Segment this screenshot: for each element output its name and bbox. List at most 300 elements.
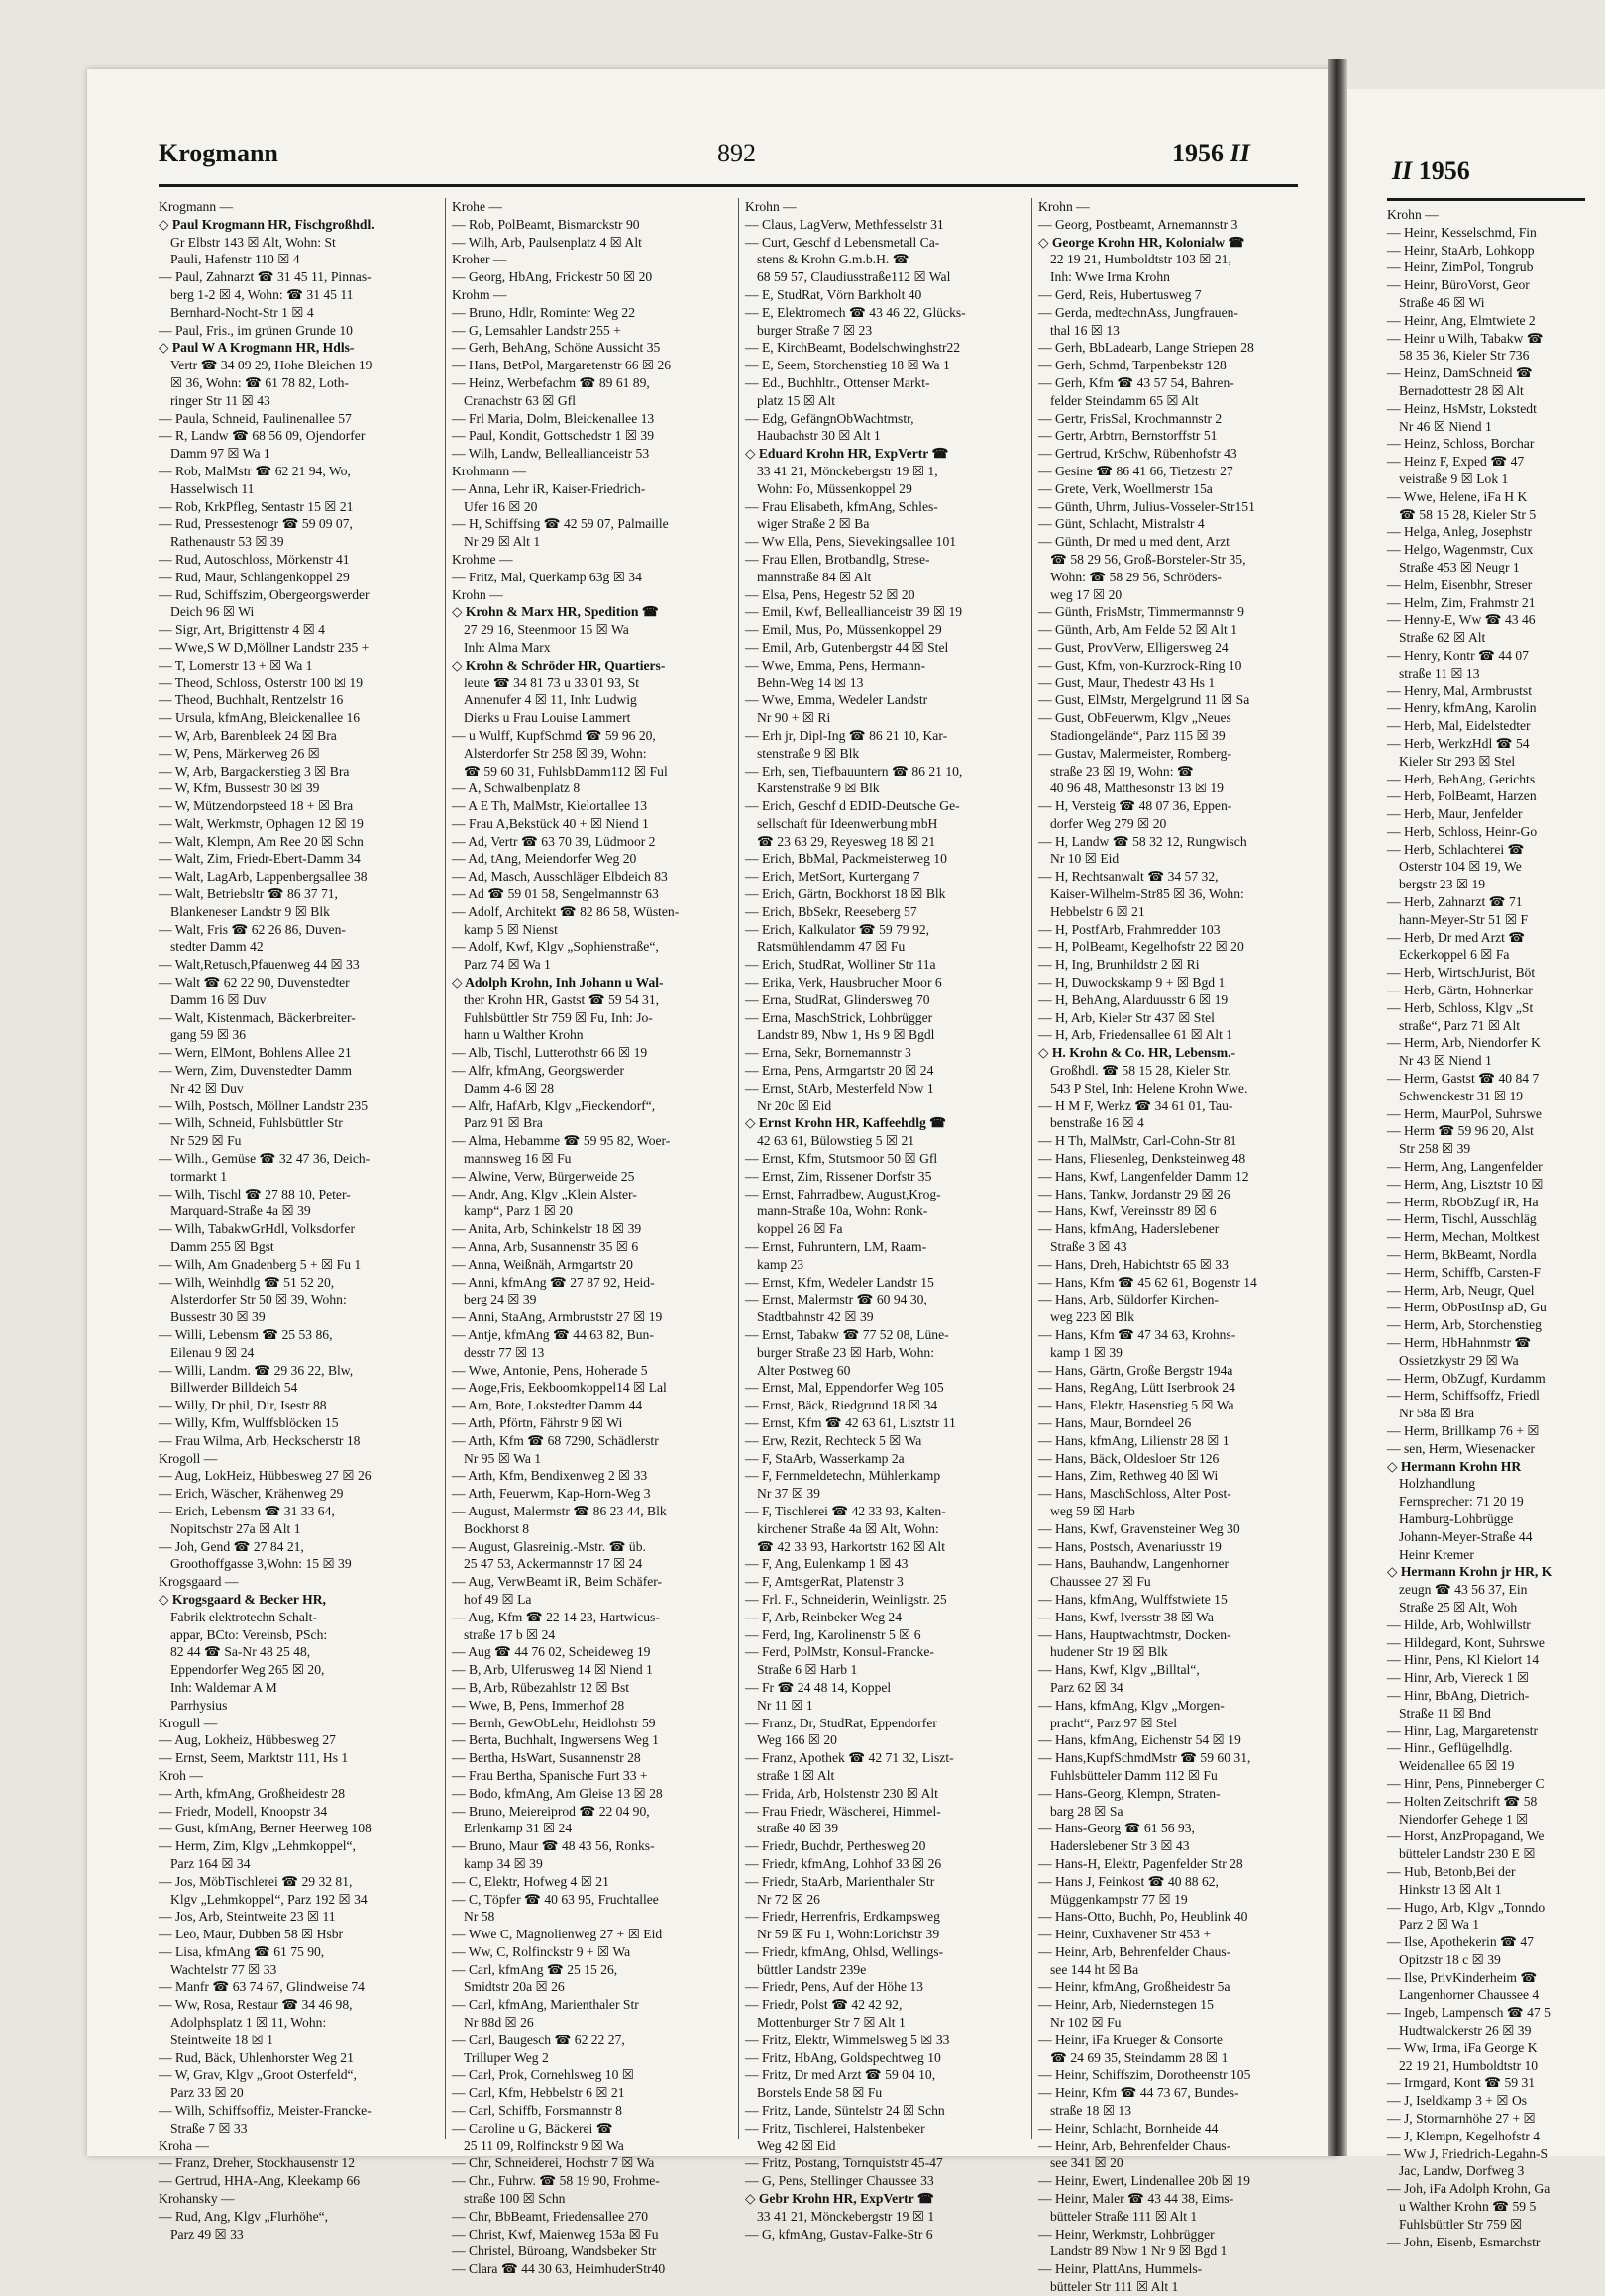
- directory-entry-line: Damm 4-6 ☒ 28: [464, 1080, 555, 1096]
- directory-entry-line: — Ad, Vertr ☎ 63 70 39, Lüdmoor 2: [452, 833, 656, 849]
- directory-entry-line: — Herb, Schloss, Heinr-Go: [1387, 823, 1538, 839]
- directory-entry-line: — Hinr, Arb, Viereck 1 ☒: [1387, 1670, 1530, 1686]
- directory-entry-line: — Carl, Baugesch ☎ 62 22 27,: [452, 2032, 625, 2047]
- directory-entry-line: — Helgo, Wagenmstr, Cux: [1387, 542, 1534, 558]
- directory-entry-line: straße 40 ☒ 39: [757, 1821, 839, 1836]
- directory-entry-line: Schwenckestr 31 ☒ 19: [1399, 1088, 1524, 1103]
- directory-entry-line: — J, Iseldkamp 3 + ☒ Os: [1387, 2093, 1528, 2109]
- directory-entry-line: — Ilse, PrivKinderheim ☎: [1387, 1969, 1538, 1985]
- directory-entry-line: — Theod, Buchhalt, Rentzelstr 16: [159, 692, 344, 708]
- directory-entry-line: Nr 90 + ☒ Ri: [757, 710, 831, 726]
- directory-entry-line: — Herm, Mechan, Moltkest: [1387, 1229, 1540, 1245]
- directory-entry-line: — Gerda, medtechnAss, Jungfrauen-: [1038, 304, 1238, 320]
- directory-entry-line: Bockhorst 8: [464, 1520, 530, 1536]
- directory-entry-line: ◇ Ernst Krohn HR, Kaffeehdlg ☎: [745, 1115, 947, 1131]
- directory-entry-line: — Aug, Kfm ☎ 22 14 23, Hartwicus-: [452, 1609, 660, 1624]
- directory-entry-line: — Arth, Kfm, Bendixenweg 2 ☒ 33: [452, 1468, 648, 1484]
- directory-entry-line: Holzhandlung: [1399, 1476, 1476, 1492]
- directory-entry-line: ◇ George Krohn HR, Kolonialw ☎: [1038, 234, 1245, 250]
- directory-entry-line: sellschaft für Ideenwerbung mbH: [757, 815, 938, 831]
- right-volume: II: [1392, 157, 1413, 185]
- directory-entry-line: — Erna, MaschStrick, Lohbrügger: [745, 1009, 933, 1025]
- directory-entry-line: Straße 7 ☒ 33: [170, 2120, 248, 2136]
- directory-entry-line: — Carl, Kfm, Hebbelstr 6 ☒ 21: [452, 2085, 625, 2101]
- directory-entry-line: — H, PolBeamt, Kegelhofstr 22 ☒ 20: [1038, 939, 1244, 955]
- directory-entry-line: 27 29 16, Steenmoor 15 ☒ Wa: [464, 622, 629, 638]
- directory-entry-line: Straße 25 ☒ Alt, Woh: [1399, 1599, 1518, 1615]
- directory-entry-line: — Anna, Arb, Susannenstr 35 ☒ 6: [452, 1239, 639, 1255]
- directory-entry-line: Mottenburger Str 7 ☒ Alt 1: [757, 2015, 906, 2031]
- directory-entry-line: — Ad, tAng, Meiendorfer Weg 20: [452, 851, 637, 867]
- directory-entry-line: — H, BehAng, Alarduusstr 6 ☒ 19: [1038, 991, 1229, 1007]
- directory-entry-line: Stadiongelände“, Parz 115 ☒ 39: [1050, 727, 1226, 743]
- directory-entry-line: — G, Lemsahler Landstr 255 +: [452, 322, 621, 338]
- directory-entry-line: Nr 42 ☒ Duv: [170, 1080, 244, 1096]
- directory-entry-line: — August, Glasreinig.-Mstr. ☎ üb.: [452, 1538, 646, 1554]
- directory-entry-line: — Manfr ☎ 63 74 67, Glindweise 74: [159, 1979, 365, 1995]
- directory-entry-line: — Hans, kfmAng, Haderslebener: [1038, 1221, 1220, 1237]
- directory-entry-line: Krogsgaard —: [159, 1574, 239, 1590]
- directory-entry-line: Bernhard-Nocht-Str 1 ☒ 4: [170, 304, 314, 320]
- header-rule: [159, 184, 1298, 187]
- directory-entry-line: Ufer 16 ☒ 20: [464, 498, 538, 514]
- directory-entry-line: — Hans, kfmAng, Wulffstwiete 15: [1038, 1591, 1228, 1607]
- directory-entry-line: — Helm, Zim, Frahmstr 21: [1387, 594, 1536, 610]
- directory-entry-line: Krohm —: [452, 286, 507, 302]
- directory-entry-line: — Ww, Irma, iFa George K: [1387, 2039, 1538, 2055]
- directory-entry-line: — F, Arb, Reinbeker Weg 24: [745, 1609, 903, 1624]
- directory-entry-line: — Ernst, Seem, Marktstr 111, Hs 1: [159, 1750, 349, 1766]
- directory-entry-line: — Hans-Otto, Buchh, Po, Heublink 40: [1038, 1909, 1248, 1925]
- directory-entry-line: — Arth, Pförtn, Fährstr 9 ☒ Wi: [452, 1414, 623, 1430]
- directory-entry-line: — Rud, Ang, Klgv „Flurhöhe“,: [159, 2208, 329, 2224]
- directory-entry-line: — Hub, Betonb,Bei der: [1387, 1863, 1516, 1879]
- directory-entry-line: — Heinr, Arb, Niedernstegen 15: [1038, 1997, 1214, 2013]
- directory-entry-line: — Erh jr, Dipl-Ing ☎ 86 21 10, Kar-: [745, 727, 948, 743]
- directory-entry-line: — Hans, Kwf, Vereinsstr 89 ☒ 6: [1038, 1203, 1217, 1219]
- directory-entry-line: ☎ 42 33 93, Harkortstr 162 ☒ Alt: [757, 1538, 945, 1554]
- directory-entry-line: — Hans, Tankw, Jordanstr 29 ☒ 26: [1038, 1186, 1230, 1201]
- directory-entry-line: — C, Elektr, Hofweg 4 ☒ 21: [452, 1873, 609, 1889]
- directory-entry-line: — Fritz, Tischlerei, Halstenbeker: [745, 2120, 925, 2136]
- directory-entry-line: — Franz, Dr, StudRat, Eppendorfer: [745, 1715, 937, 1730]
- directory-entry-line: ◇ H. Krohn & Co. HR, Lebensm.-: [1038, 1045, 1236, 1061]
- directory-entry-line: — Ww, C, Rolfinckstr 9 + ☒ Wa: [452, 1943, 631, 1959]
- directory-entry-line: — F, Fernmeldetechn, Mühlenkamp: [745, 1468, 941, 1484]
- directory-entry-line: hann-Meyer-Str 51 ☒ F: [1399, 911, 1529, 927]
- directory-entry-line: — Heinr, Werkmstr, Lohbrügger: [1038, 2226, 1215, 2242]
- directory-entry-line: Nr 72 ☒ 26: [757, 1891, 820, 1907]
- directory-entry-line: — Hans-H, Elektr, Pagenfelder Str 28: [1038, 1855, 1243, 1871]
- directory-entry-line: Dierks u Frau Louise Lammert: [464, 710, 631, 726]
- directory-entry-line: — Carl, Prok, Cornehlsweg 10 ☒: [452, 2067, 634, 2083]
- directory-entry-line: — Helm, Eisenbhr, Streser: [1387, 576, 1533, 592]
- directory-entry-line: ◇ Adolph Krohn, Inh Johann u Wal-: [452, 975, 664, 991]
- directory-entry-line: bütteler Landstr 230 E ☒: [1399, 1846, 1536, 1862]
- directory-entry-line: — Georg, HbAng, Frickestr 50 ☒ 20: [452, 269, 653, 285]
- directory-entry-line: Haubachstr 30 ☒ Alt 1: [757, 428, 881, 444]
- directory-entry-line: Adolphsplatz 1 ☒ 11, Wohn:: [170, 2015, 327, 2031]
- year-label: [1172, 139, 1250, 168]
- directory-entry-line: — Alb, Tischl, Lutterothstr 66 ☒ 19: [452, 1045, 648, 1061]
- directory-entry-line: Krohmann —: [452, 463, 527, 478]
- column-1: [159, 198, 438, 2243]
- directory-entry-line: ◇ Krohn & Schröder HR, Quartiers-: [452, 657, 666, 673]
- directory-entry-line: — Joh, iFa Adolph Krohn, Ga: [1387, 2181, 1551, 2197]
- directory-entry-line: ◇ Paul Krogmann HR, Fischgroßhdl.: [159, 216, 374, 232]
- directory-entry-line: Fernsprecher: 71 20 19: [1399, 1494, 1524, 1510]
- directory-entry-line: — Emil, Kwf, Belleallianceistr 39 ☒ 19: [745, 604, 963, 620]
- directory-entry-line: — Herm, Zim, Klgv „Lehmkoppel“,: [159, 1838, 356, 1854]
- directory-entry-line: — Wwe, B, Pens, Immenhof 28: [452, 1697, 625, 1713]
- directory-entry-line: Groothoffgasse 3,Wohn: 15 ☒ 39: [170, 1556, 352, 1572]
- directory-entry-line: Fabrik elektrotechn Schalt-: [170, 1609, 317, 1624]
- directory-entry-line: — Herb, Schlachterei ☎: [1387, 841, 1525, 857]
- directory-entry-line: Müggenkampstr 77 ☒ 19: [1050, 1891, 1188, 1907]
- directory-entry-line: Krohansky —: [159, 2191, 235, 2207]
- directory-entry-line: Nr 59 ☒ Fu 1, Wohn:Lorichstr 39: [757, 1927, 940, 1942]
- directory-entry-line: — Ad ☎ 59 01 58, Sengelmannstr 63: [452, 887, 659, 902]
- directory-entry-line: — Hans, Hauptwachtmstr, Docken-: [1038, 1626, 1231, 1642]
- directory-entry-line: — Friedr, Polst ☎ 42 42 92,: [745, 1997, 903, 2013]
- directory-entry-line: — Berta, Buchhalt, Ingwersens Weg 1: [452, 1732, 659, 1748]
- directory-entry-line: — Arth, kfmAng, Großheidestr 28: [159, 1785, 346, 1801]
- directory-entry-line: Nr 10 ☒ Eid: [1050, 851, 1120, 867]
- directory-entry-line: leute ☎ 34 81 73 u 33 01 93, St: [464, 675, 640, 690]
- directory-entry-line: Nr 102 ☒ Fu: [1050, 2015, 1122, 2031]
- directory-entry-line: Inh: Waldemar A M: [170, 1679, 277, 1695]
- directory-entry-line: — August, Malermstr ☎ 86 23 44, Blk: [452, 1503, 667, 1518]
- directory-entry-line: Smidtstr 20a ☒ 26: [464, 1979, 565, 1995]
- directory-entry-line: Krohn —: [452, 586, 503, 602]
- directory-entry-line: — Clara ☎ 44 30 63, HeimhuderStr40: [452, 2261, 666, 2277]
- directory-entry-line: ◇ Krohn & Marx HR, Spedition ☎: [452, 604, 659, 620]
- directory-entry-line: 543 P Stel, Inh: Helene Krohn Wwe.: [1050, 1080, 1248, 1096]
- directory-entry-line: pracht“, Parz 97 ☒ Stel: [1050, 1715, 1178, 1730]
- page-number: 892: [717, 139, 756, 167]
- directory-entry-line: Straße 453 ☒ Neugr 1: [1399, 559, 1520, 574]
- directory-entry-line: — Erna, Pens, Armgartstr 20 ☒ 24: [745, 1063, 934, 1079]
- directory-entry-line: kamp 23: [757, 1256, 804, 1272]
- directory-entry-line: Blankeneser Landstr 9 ☒ Blk: [170, 903, 330, 919]
- column-2: [452, 198, 731, 2278]
- directory-entry-line: Eppendorfer Weg 265 ☒ 20,: [170, 1662, 325, 1678]
- directory-entry-line: — Wilh, Arb, Paulsenplatz 4 ☒ Alt: [452, 234, 642, 250]
- directory-entry-line: — Carl, Schiffb, Forsmannstr 8: [452, 2103, 622, 2119]
- directory-entry-line: — Herb, Maur, Jenfelder: [1387, 806, 1523, 822]
- directory-entry-line: — Erich, Lebensm ☎ 31 33 64,: [159, 1503, 335, 1518]
- directory-entry-line: — Ed., Buchhltr., Ottenser Markt-: [745, 374, 930, 390]
- directory-entry-line: — Erna, StudRat, Glindersweg 70: [745, 991, 930, 1007]
- directory-entry-line: — Walt, LagArb, Lappenbergsallee 38: [159, 869, 368, 885]
- directory-entry-line: — Paula, Schneid, Paulinenallee 57: [159, 410, 352, 426]
- directory-entry-line: — Aug ☎ 44 76 02, Scheideweg 19: [452, 1644, 651, 1660]
- directory-entry-line: weg 17 ☒ 20: [1050, 586, 1123, 602]
- directory-entry-line: Parz 164 ☒ 34: [170, 1855, 251, 1871]
- directory-entry-line: koppel 26 ☒ Fa: [757, 1221, 843, 1237]
- directory-entry-line: Behn-Weg 14 ☒ 13: [757, 675, 864, 690]
- directory-entry-line: — Ernst, Kfm ☎ 42 63 61, Lisztstr 11: [745, 1414, 956, 1430]
- directory-entry-line: — Wilh., Gemüse ☎ 32 47 36, Deich-: [159, 1151, 371, 1167]
- volume: II: [1230, 139, 1250, 167]
- directory-entry-line: Ratsmühlendamm 47 ☒ Fu: [757, 939, 906, 955]
- directory-entry-line: — Caroline u G, Bäckerei ☎: [452, 2120, 613, 2136]
- directory-entry-line: — Wilh, TabakwGrHdl, Volksdorfer: [159, 1221, 355, 1237]
- directory-entry-line: — Carl, kfmAng ☎ 25 15 26,: [452, 1961, 618, 1977]
- directory-entry-line: hof 49 ☒ La: [464, 1591, 532, 1607]
- directory-entry-line: — Ernst, Mal, Eppendorfer Weg 105: [745, 1380, 944, 1396]
- directory-entry-line: ◇ Krogsgaard & Becker HR,: [159, 1591, 326, 1607]
- directory-entry-line: — Ursula, kfmAng, Bleickenallee 16: [159, 710, 361, 726]
- directory-entry-line: — Herm, Arb, Neugr, Quel: [1387, 1282, 1535, 1298]
- directory-entry-line: — Walt, Zim, Friedr-Ebert-Damm 34: [159, 851, 361, 867]
- directory-entry-line: — Hans, Elektr, Hasenstieg 5 ☒ Wa: [1038, 1398, 1234, 1413]
- directory-entry-line: — Heinr, ZimPol, Tongrub: [1387, 260, 1534, 275]
- directory-entry-line: Hinkstr 13 ☒ Alt 1: [1399, 1881, 1502, 1897]
- directory-entry-line: — Hans-Georg, Klempn, Straten-: [1038, 1785, 1221, 1801]
- directory-entry-line: — Walt, Werkmstr, Ophagen 12 ☒ 19: [159, 815, 364, 831]
- directory-entry-line: — Heinz, DamSchneid ☎: [1387, 365, 1533, 381]
- directory-entry-line: Str 258 ☒ 39: [1399, 1141, 1471, 1157]
- directory-entry-line: — Frl. F., Schneiderin, Weinligstr. 25: [745, 1591, 947, 1607]
- directory-entry-line: thal 16 ☒ 13: [1050, 322, 1120, 338]
- directory-entry-line: Gr Elbstr 143 ☒ Alt, Wohn: St: [170, 234, 336, 250]
- directory-entry-line: — Ernst, Fuhruntern, LM, Raam-: [745, 1239, 927, 1255]
- directory-entry-line: ther Krohn HR, Gastst ☎ 59 54 31,: [464, 991, 660, 1007]
- directory-entry-line: — Hans, Kwf, Gravensteiner Weg 30: [1038, 1520, 1240, 1536]
- directory-entry-line: — Hans, Arb, Süldorfer Kirchen-: [1038, 1292, 1219, 1307]
- directory-entry-line: — Hans, Kfm ☎ 45 62 61, Bogenstr 14: [1038, 1274, 1257, 1290]
- directory-entry-line: — Rud, Maur, Schlangenkoppel 29: [159, 569, 350, 584]
- directory-entry-line: Nr 529 ☒ Fu: [170, 1133, 242, 1149]
- directory-entry-line: straße 11 ☒ 13: [1399, 665, 1480, 680]
- directory-entry-line: Weg 166 ☒ 20: [757, 1732, 837, 1748]
- directory-entry-line: — Ernst, Zim, Rissener Dorfstr 35: [745, 1168, 932, 1184]
- directory-entry-line: — Alma, Hebamme ☎ 59 95 82, Woer-: [452, 1133, 671, 1149]
- directory-entry-line: — Chr, BbBeamt, Friedensallee 270: [452, 2208, 649, 2224]
- directory-entry-line: — Erich, Wäscher, Krähenweg 29: [159, 1486, 344, 1502]
- directory-entry-line: platz 15 ☒ Alt: [757, 392, 836, 408]
- directory-entry-line: — Wwe C, Magnolienweg 27 + ☒ Eid: [452, 1927, 663, 1942]
- directory-entry-line: ringer Str 11 ☒ 43: [170, 392, 270, 408]
- directory-entry-line: Bussestr 30 ☒ 39: [170, 1309, 266, 1325]
- directory-entry-line: — Hans, BetPol, Margaretenstr 66 ☒ 26: [452, 358, 672, 373]
- directory-entry-line: — Gust, ObFeuerwm, Klgv „Neues: [1038, 710, 1231, 726]
- directory-entry-line: Steintweite 18 ☒ 1: [170, 2032, 273, 2047]
- directory-entry-line: — H, PostfArb, Frahmredder 103: [1038, 921, 1221, 937]
- directory-entry-line: — Wilh, Landw, Belleallianceistr 53: [452, 446, 650, 462]
- directory-entry-line: — Herb, Dr med Arzt ☎: [1387, 929, 1526, 945]
- directory-entry-line: Billwerder Billdeich 54: [170, 1380, 298, 1396]
- directory-entry-line: — Hans, Dreh, Habichtstr 65 ☒ 33: [1038, 1256, 1229, 1272]
- directory-entry-line: — Friedr, StaArb, Marienthaler Str: [745, 1873, 935, 1889]
- directory-entry-line: bütteler Str 111 ☒ Alt 1: [1050, 2279, 1179, 2295]
- directory-entry-line: — Hans, RegAng, Lütt Iserbrook 24: [1038, 1380, 1235, 1396]
- directory-entry-line: — H, Versteig ☎ 48 07 36, Eppen-: [1038, 798, 1232, 814]
- directory-entry-line: — Heinr, Cuxhavener Str 453 +: [1038, 1927, 1211, 1942]
- directory-entry-line: kirchener Straße 4a ☒ Alt, Wohn:: [757, 1520, 939, 1536]
- year: 1956: [1172, 139, 1224, 167]
- directory-entry-line: — Heinr, BüroVorst, Geor: [1387, 277, 1530, 293]
- directory-entry-line: straße 1 ☒ Alt: [757, 1767, 835, 1783]
- directory-entry-line: — Hans, Gärtn, Große Bergstr 194a: [1038, 1362, 1233, 1378]
- directory-entry-line: — Fr ☎ 24 48 14, Koppel: [745, 1679, 892, 1695]
- directory-entry-line: — Günth, Dr med u med dent, Arzt: [1038, 534, 1230, 550]
- directory-entry-line: mannstraße 84 ☒ Alt: [757, 569, 872, 584]
- directory-entry-line: — Hans, Postsch, Avenariusstr 19: [1038, 1538, 1222, 1554]
- directory-entry-line: — Heinr, iFa Krueger & Consorte: [1038, 2032, 1223, 2047]
- directory-entry-line: 40 96 48, Matthesonstr 13 ☒ 19: [1050, 781, 1224, 796]
- directory-entry-line: — Günth, FrisMstr, Timmermannstr 9: [1038, 604, 1244, 620]
- directory-entry-line: Straße 62 ☒ Alt: [1399, 630, 1486, 646]
- directory-entry-line: Parz 2 ☒ Wa 1: [1399, 1917, 1480, 1932]
- right-page-column: [1387, 206, 1605, 2250]
- directory-entry-line: — Georg, Postbeamt, Arnemannstr 3: [1038, 216, 1238, 232]
- directory-entry-line: Johann-Meyer-Straße 44: [1399, 1528, 1533, 1544]
- directory-entry-line: — Gertrud, HHA-Ang, Kleekamp 66: [159, 2173, 361, 2189]
- directory-entry-line: Nopitschstr 27a ☒ Alt 1: [170, 1520, 301, 1536]
- directory-entry-line: — u Wulff, KupfSchmd ☎ 59 96 20,: [452, 727, 656, 743]
- directory-entry-line: Jac, Landw, Dorfweg 3: [1399, 2163, 1525, 2179]
- directory-entry-line: Weg 42 ☒ Eid: [757, 2138, 836, 2153]
- directory-entry-line: u Walther Krohn ☎ 59 5: [1399, 2199, 1537, 2215]
- directory-entry-line: — Christel, Büroang, Wandsbeker Str: [452, 2244, 657, 2259]
- directory-entry-line: ◇ Gebr Krohn HR, ExpVertr ☎: [745, 2191, 934, 2207]
- directory-entry-line: — Aug, VerwBeamt iR, Beim Schäfer-: [452, 1574, 663, 1590]
- directory-entry-line: — Ferd, Ing, Karolinenstr 5 ☒ 6: [745, 1626, 921, 1642]
- directory-entry-line: — Gust, ElMstr, Mergelgrund 11 ☒ Sa: [1038, 692, 1250, 708]
- directory-entry-line: — Heinr, Arb, Behrenfelder Chaus-: [1038, 1943, 1231, 1959]
- right-year: 1956: [1418, 157, 1470, 185]
- directory-entry-line: — Herb, Mal, Eidelstedter: [1387, 718, 1531, 734]
- directory-entry-line: Parz 62 ☒ 34: [1050, 1679, 1124, 1695]
- directory-entry-line: — Ernst, Malermstr ☎ 60 94 30,: [745, 1292, 927, 1307]
- directory-entry-line: Marquard-Straße 4a ☒ 39: [170, 1203, 311, 1219]
- directory-entry-line: — Willy, Dr phil, Dir, Isestr 88: [159, 1398, 327, 1413]
- directory-entry-line: — A, Schwalbenplatz 8: [452, 781, 581, 796]
- directory-entry-line: kamp“, Parz 1 ☒ 20: [464, 1203, 573, 1219]
- directory-entry-line: — Heinr, kfmAng, Großheidestr 5a: [1038, 1979, 1230, 1995]
- directory-entry-line: — Franz, Apothek ☎ 42 71 32, Liszt-: [745, 1750, 954, 1766]
- directory-entry-line: burger Straße 23 ☒ Harb, Wohn:: [757, 1344, 934, 1360]
- directory-entry-line: — F, Tischlerei ☎ 42 33 93, Kalten-: [745, 1503, 946, 1518]
- directory-entry-line: — Ww Ella, Pens, Sievekingsallee 101: [745, 534, 957, 550]
- directory-entry-line: — Wwe, Emma, Pens, Hermann-: [745, 657, 926, 673]
- directory-entry-line: — Carl, kfmAng, Marienthaler Str: [452, 1997, 639, 2013]
- column-divider: [1031, 198, 1032, 2139]
- directory-entry-line: — Herb, WirtschJurist, Böt: [1387, 965, 1536, 981]
- directory-entry-line: — Joh, Gend ☎ 27 84 21,: [159, 1538, 304, 1554]
- directory-entry-line: Damm 16 ☒ Duv: [170, 991, 267, 1007]
- directory-entry-line: Ossietzkystr 29 ☒ Wa: [1399, 1352, 1519, 1368]
- directory-entry-line: — W, Arb, Barenbleek 24 ☒ Bra: [159, 727, 337, 743]
- directory-entry-line: — F, Ang, Eulenkamp 1 ☒ 43: [745, 1556, 909, 1572]
- directory-entry-line: — Ernst, Kfm, Wedeler Landstr 15: [745, 1274, 934, 1290]
- directory-entry-line: Eilenau 9 ☒ 24: [170, 1344, 255, 1360]
- directory-entry-line: — Wilh, Schiffsoffiz, Meister-Francke-: [159, 2103, 372, 2119]
- directory-entry-line: Chaussee 27 ☒ Fu: [1050, 1574, 1151, 1590]
- directory-entry-line: — Emil, Mus, Po, Müssenkoppel 29: [745, 622, 942, 638]
- directory-entry-line: — Fritz, Mal, Querkamp 63g ☒ 34: [452, 569, 642, 584]
- directory-entry-line: — Fritz, Elektr, Wimmelsweg 5 ☒ 33: [745, 2032, 950, 2047]
- directory-entry-line: Heinr Kremer: [1399, 1546, 1474, 1562]
- directory-entry-line: tormarkt 1: [170, 1168, 228, 1184]
- directory-entry-line: — Sigr, Art, Brigittenstr 4 ☒ 4: [159, 622, 325, 638]
- directory-entry-line: Alsterdorfer Str 50 ☒ 39, Wohn:: [170, 1292, 347, 1307]
- directory-entry-line: — Herm, BkBeamt, Nordla: [1387, 1247, 1537, 1263]
- directory-entry-line: Wohn: Po, Müssenkoppel 29: [757, 480, 912, 496]
- directory-entry-line: — Ernst, Kfm, Stutsmoor 50 ☒ Gfl: [745, 1151, 938, 1167]
- directory-entry-line: — Wern, ElMont, Bohlens Allee 21: [159, 1045, 352, 1061]
- directory-entry-line: Nr 46 ☒ Niend 1: [1399, 418, 1492, 434]
- directory-entry-line: — Herb, Schloss, Klgv „St: [1387, 999, 1534, 1015]
- directory-entry-line: — Willy, Kfm, Wulffsblöcken 15: [159, 1414, 339, 1430]
- directory-entry-line: ◇ Paul W A Krogmann HR, Hdls-: [159, 340, 355, 356]
- directory-entry-line: — Willi, Lebensm ☎ 25 53 86,: [159, 1327, 333, 1342]
- directory-entry-line: kamp 34 ☒ 39: [464, 1855, 543, 1871]
- directory-entry-line: Borstels Ende 58 ☒ Fu: [757, 2085, 883, 2101]
- directory-entry-line: — Arth, Kfm ☎ 68 7290, Schädlerstr: [452, 1432, 659, 1448]
- directory-entry-line: — Frau Elisabeth, kfmAng, Schles-: [745, 498, 938, 514]
- directory-entry-line: — Walt, Betriebsltr ☎ 86 37 71,: [159, 887, 338, 902]
- directory-entry-line: — John, Eisenb, Esmarchstr: [1387, 2234, 1541, 2249]
- directory-entry-line: büttler Landstr 239e: [757, 1961, 867, 1977]
- directory-entry-line: — Wilh, Weinhdlg ☎ 51 52 20,: [159, 1274, 335, 1290]
- directory-entry-line: Langenhorner Chaussee 4: [1399, 1987, 1540, 2003]
- directory-entry-line: — Erich, Kalkulator ☎ 59 79 92,: [745, 921, 930, 937]
- directory-entry-line: — Ad, Masch, Ausschläger Elbdeich 83: [452, 869, 668, 885]
- directory-entry-line: 25 11 09, Rolfinckstr 9 ☒ Wa: [464, 2138, 624, 2153]
- directory-entry-line: — Hinr, BbAng, Dietrich-: [1387, 1687, 1530, 1703]
- directory-entry-line: — Anna, Weißnäh, Armgartstr 20: [452, 1256, 633, 1272]
- directory-entry-line: Kroha —: [159, 2138, 209, 2153]
- directory-entry-line: — Herm, Schiffsoffz, Friedl: [1387, 1388, 1540, 1404]
- directory-entry-line: appar, BCto: Vereinsb, PSch:: [170, 1626, 328, 1642]
- directory-entry-line: Pauli, Hafenstr 110 ☒ 4: [170, 252, 300, 267]
- directory-entry-line: — Herm, Tischl, Ausschläg: [1387, 1211, 1537, 1227]
- directory-entry-line: — Wwe, Helene, iFa H K: [1387, 488, 1528, 504]
- directory-entry-line: — Adolf, Kwf, Klgv „Sophienstraße“,: [452, 939, 659, 955]
- directory-entry-line: — Anni, kfmAng ☎ 27 87 92, Heid-: [452, 1274, 655, 1290]
- directory-entry-line: — Friedr, Buchdr, Perthesweg 20: [745, 1838, 926, 1854]
- directory-entry-line: — Hans, Bäck, Oldesloer Str 126: [1038, 1450, 1220, 1466]
- directory-entry-line: Niendorfer Gehege 1 ☒: [1399, 1811, 1529, 1826]
- directory-entry-line: — Friedr, kfmAng, Ohlsd, Wellings-: [745, 1943, 944, 1959]
- directory-entry-line: stedter Damm 42: [170, 939, 264, 955]
- directory-entry-line: — Erich, Geschf d EDID-Deutsche Ge-: [745, 798, 960, 814]
- directory-entry-line: — H, Ing, Brunhildstr 2 ☒ Ri: [1038, 957, 1200, 973]
- directory-entry-line: — Günth, Uhrm, Julius-Vosseler-Str151: [1038, 498, 1255, 514]
- directory-entry-line: — H, Arb, Friedensallee 61 ☒ Alt 1: [1038, 1027, 1233, 1043]
- directory-entry-line: — Hans, Kwf, Klgv „Billtal“,: [1038, 1662, 1200, 1678]
- directory-entry-line: — Paul, Kondit, Gottschedstr 1 ☒ 39: [452, 428, 654, 444]
- directory-entry-line: — H Th, MalMstr, Carl-Cohn-Str 81: [1038, 1133, 1237, 1149]
- directory-entry-line: Krohn —: [745, 199, 797, 214]
- directory-entry-line: — Walt, Fris ☎ 62 26 86, Duven-: [159, 921, 346, 937]
- directory-entry-line: — W, Arb, Bargackerstieg 3 ☒ Bra: [159, 763, 350, 779]
- directory-entry-line: — Heinr, Kesselschmd, Fin: [1387, 224, 1537, 240]
- directory-entry-line: — Heinr, Maler ☎ 43 44 38, Eims-: [1038, 2191, 1234, 2207]
- directory-entry-line: — Herm, Ang, Langenfelder: [1387, 1159, 1543, 1175]
- directory-entry-line: — Andr, Ang, Klgv „Klein Alster-: [452, 1186, 637, 1201]
- directory-entry-line: — Hinr, Pens, Kl Kielort 14: [1387, 1652, 1540, 1668]
- directory-entry-line: — Ww J, Friedrich-Legahn-S: [1387, 2145, 1549, 2161]
- directory-entry-line: ☎ 23 63 29, Reyesweg 18 ☒ 21: [757, 833, 936, 849]
- directory-entry-line: — Erw, Rezit, Rechteck 5 ☒ Wa: [745, 1432, 922, 1448]
- directory-entry-line: — H, Duwockskamp 9 + ☒ Bgd 1: [1038, 975, 1226, 991]
- directory-entry-line: — Herm, Brillkamp 76 + ☒: [1387, 1422, 1540, 1438]
- directory-entry-line: — Irmgard, Kont ☎ 59 31: [1387, 2075, 1536, 2091]
